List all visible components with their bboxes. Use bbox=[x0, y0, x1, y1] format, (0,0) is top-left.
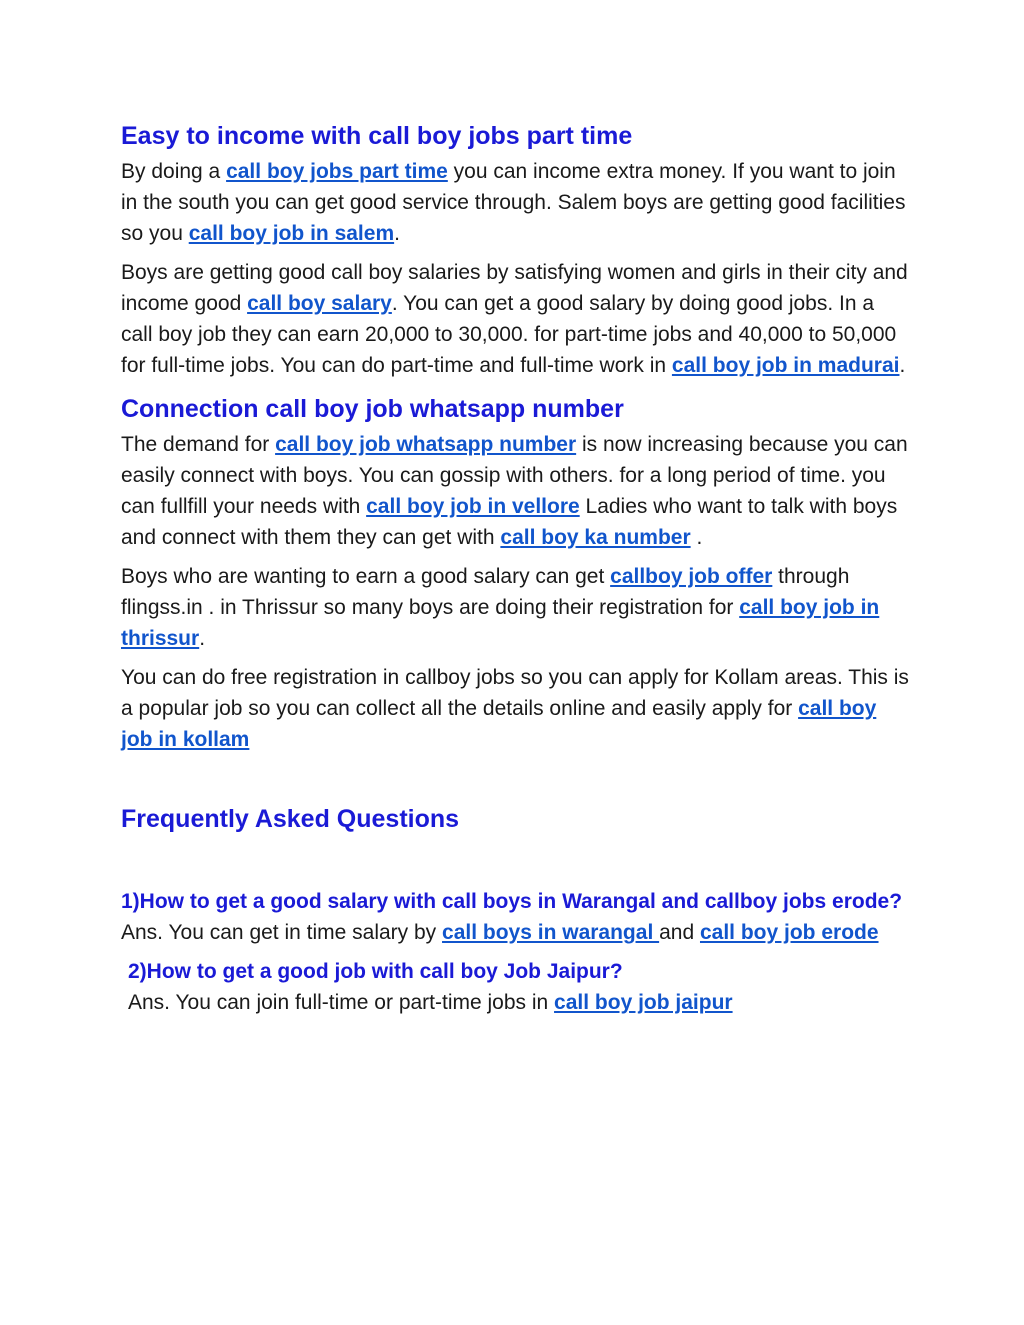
text-run: . bbox=[690, 526, 703, 549]
text-run: . bbox=[199, 627, 206, 650]
link-call-boy-jobs-part-time[interactable]: call boy jobs part time bbox=[226, 160, 448, 183]
link-call-boys-in-warangal[interactable]: call boys in warangal bbox=[442, 921, 660, 944]
section-heading-part-time: Easy to income with call boy jobs part time bbox=[121, 122, 633, 150]
paragraph-part-time-intro bbox=[121, 156, 911, 249]
text-run: Boys are getting good call boy salaries by satisfying women and girls in their city and income good bbox=[121, 261, 908, 315]
text-run: . You can get a good salary by doing good jobs. In a call boy job they can earn 20,000 to 30,000. for part-time jobs and 40,000 to 50,000 for full-time jobs. You can do part-time and full-time work in bbox=[121, 292, 897, 377]
link-call-boy-job-in-thrissur[interactable]: call boy job in thrissur bbox=[121, 596, 880, 650]
text-run: is now increasing because you can easily connect with boys. You can gossip with others. for a long period of time. you can fullfill your needs with bbox=[121, 433, 908, 518]
text-run: Ans. You can join full-time or part-time jobs in bbox=[128, 991, 555, 1014]
link-call-boy-job-in-vellore[interactable]: call boy job in vellore bbox=[366, 495, 580, 518]
text-run: Boys who are wanting to earn a good salary can get bbox=[121, 565, 611, 588]
section-heading-whatsapp: Connection call boy job whatsapp number bbox=[121, 395, 624, 423]
paragraph-registration bbox=[121, 662, 911, 755]
paragraph-whatsapp-demand bbox=[121, 429, 911, 553]
faq-answer-2 bbox=[121, 987, 911, 1018]
link-call-boy-job-whatsapp-number[interactable]: call boy job whatsapp number bbox=[275, 433, 577, 456]
faq-answer-1 bbox=[121, 917, 911, 948]
text-run: Ans. You can get in time salary by bbox=[121, 921, 443, 944]
text-run: You can do free registration in callboy jobs so you can apply for Kollam areas. This is a popular job so you can collect all the details online and easily apply for bbox=[121, 666, 909, 720]
text-run: By doing a bbox=[121, 160, 227, 183]
faq-question-2: 2)How to get a good job with call boy Job Jaipur? bbox=[128, 960, 623, 983]
link-call-boy-job-in-madurai[interactable]: call boy job in madurai bbox=[671, 354, 900, 377]
faq-question-1: 1)How to get a good salary with call boys in Warangal and callboy jobs erode? bbox=[121, 890, 903, 913]
text-run: through flingss.in . in Thrissur so many boys are doing their registration for bbox=[121, 565, 850, 619]
text-run: Ladies who want to talk with boys and connect with them they can get with bbox=[121, 495, 898, 549]
link-call-boy-job-jaipur[interactable]: call boy job jaipur bbox=[554, 991, 733, 1014]
link-call-boy-job-in-kollam[interactable]: call boy job in kollam bbox=[121, 697, 877, 751]
paragraph-salary bbox=[121, 257, 911, 381]
text-run: The demand for bbox=[121, 433, 276, 456]
paragraph-job-offer bbox=[121, 561, 911, 654]
text-run: . bbox=[899, 354, 906, 377]
document-page bbox=[121, 116, 911, 1026]
faq-heading: Frequently Asked Questions bbox=[121, 805, 460, 833]
text-run: you can income extra money. If you want to join in the south you can get good service through. Salem boys are getting good facilities so you bbox=[121, 160, 906, 245]
link-call-boy-job-erode[interactable]: call boy job erode bbox=[699, 921, 879, 944]
link-call-boy-salary[interactable]: call boy salary bbox=[247, 292, 392, 315]
text-run: . bbox=[394, 222, 400, 245]
link-call-boy-job-in-salem[interactable]: call boy job in salem bbox=[188, 222, 395, 245]
link-callboy-job-offer[interactable]: callboy job offer bbox=[610, 565, 773, 588]
link-call-boy-ka-number[interactable]: call boy ka number bbox=[500, 526, 691, 549]
text-run: and bbox=[659, 921, 700, 944]
